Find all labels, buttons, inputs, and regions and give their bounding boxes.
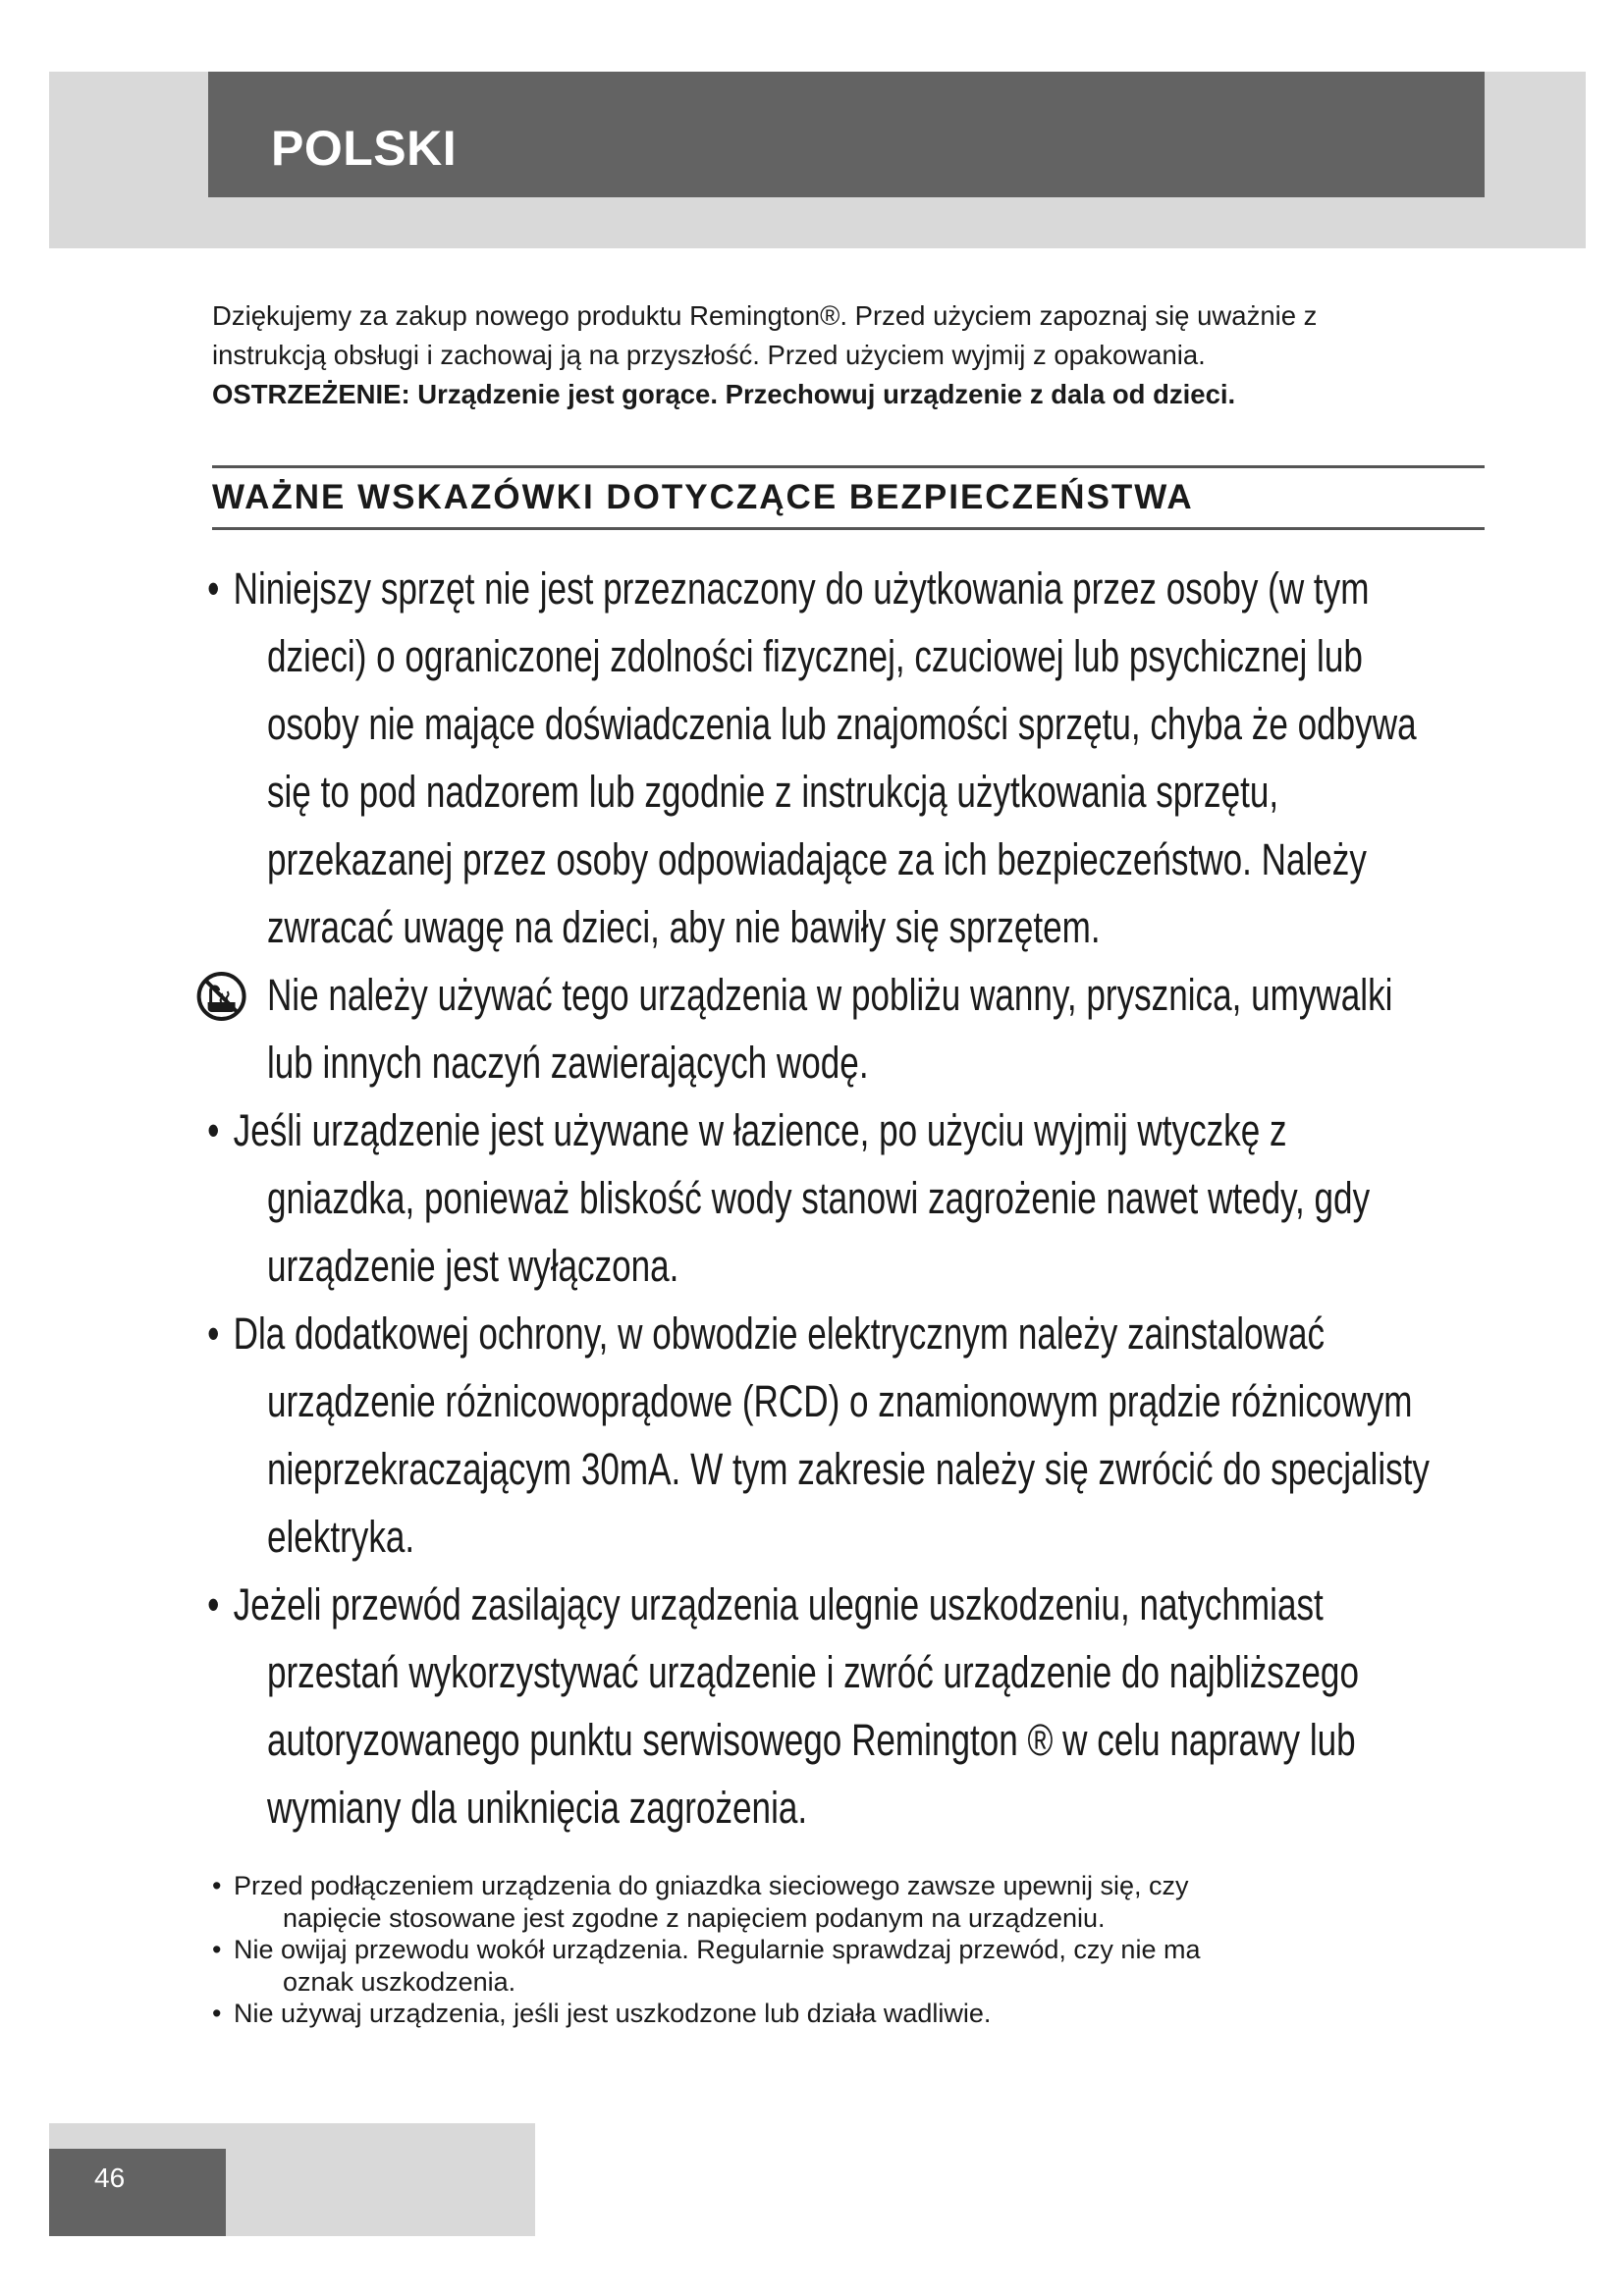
additional-item-line: Nie owijaj przewodu wokół urządzenia. Regularnie sprawdzaj przewód, czy nie ma <box>234 1935 1201 1964</box>
section-heading: WAŻNE WSKAZÓWKI DOTYCZĄCE BEZPIECZEŃSTWA <box>212 478 1194 516</box>
safety-item-line: się to pod nadzorem lub zgodnie z instrukcją użytkowania sprzętu, <box>266 767 1279 817</box>
safety-item-line: osoby nie mające doświadczenia lub znajomości sprzętu, chyba że odbywa <box>266 699 1417 749</box>
safety-item-line: autoryzowanego punktu serwisowego Remington ® w celu naprawy lub <box>266 1715 1356 1765</box>
bullet-marker: • <box>207 563 220 614</box>
bullet-marker: • <box>207 1308 220 1359</box>
page-title: POLSKI <box>271 121 458 176</box>
safety-item-line: przestań wykorzystywać urządzenie i zwróć urządzenie do najbliższego <box>266 1647 1359 1697</box>
warning-text: OSTRZEŻENIE: Urządzenie jest gorące. Przechowuj urządzenie z dala od dzieci. <box>212 379 1236 409</box>
safety-item-line: elektryka. <box>266 1512 415 1562</box>
safety-list-item <box>204 1571 1506 1842</box>
additional-item-line: oznak uszkodzenia. <box>283 1966 516 1997</box>
bullet-marker: • <box>212 1999 222 2028</box>
no-water-icon <box>195 970 248 1023</box>
safety-item-line: urządzenie różnicowoprądowe (RCD) o znamionowym prądzie różnicowym <box>266 1376 1413 1426</box>
safety-item-line: Jeśli urządzenie jest używane w łazience, po użyciu wyjmij wtyczkę z <box>233 1105 1287 1155</box>
additional-safety-item <box>210 1934 1506 1998</box>
safety-item-line: wymiany dla uniknięcia zagrożenia. <box>266 1783 808 1833</box>
safety-list-item <box>204 961 1506 1096</box>
page-number-box <box>49 2149 226 2236</box>
safety-item-line: Niniejszy sprzęt nie jest przeznaczony do użytkowania przez osoby (w tym <box>233 563 1370 614</box>
additional-safety-item <box>210 1870 1506 1934</box>
safety-item-line: lub innych naczyń zawierających wodę. <box>266 1038 869 1088</box>
bullet-marker: • <box>207 1579 220 1629</box>
safety-list-item <box>204 1300 1506 1571</box>
section-rule-top <box>212 465 1485 468</box>
bullet-marker: • <box>212 1935 222 1964</box>
safety-item-line: Dla dodatkowej ochrony, w obwodzie elektrycznym należy zainstalować <box>233 1308 1326 1359</box>
additional-safety-item <box>210 1998 1506 2030</box>
intro-line: Dziękujemy za zakup nowego produktu Remington®. Przed użyciem zapoznaj się uważnie z <box>212 300 1318 331</box>
safety-item-line: przekazanej przez osoby odpowiadające za ich bezpieczeństwo. Należy <box>266 834 1367 884</box>
intro-paragraph <box>212 296 1489 414</box>
section-rule-bottom <box>212 527 1485 530</box>
safety-item-line: zwracać uwagę na dzieci, aby nie bawiły się sprzętem. <box>266 902 1101 952</box>
additional-item-line: napięcie stosowane jest zgodne z napięciem podanym na urządzeniu. <box>283 1902 1106 1933</box>
safety-item-line: Jeżeli przewód zasilający urządzenia ulegnie uszkodzeniu, natychmiast <box>233 1579 1324 1629</box>
safety-list <box>204 555 1506 1842</box>
bullet-marker: • <box>207 1105 220 1155</box>
additional-safety-list <box>210 1870 1506 2030</box>
safety-item-line: gniazdka, ponieważ bliskość wody stanowi zagrożenie nawet wtedy, gdy <box>266 1173 1371 1223</box>
additional-item-line: Nie używaj urządzenia, jeśli jest uszkodzone lub działa wadliwie. <box>234 1999 992 2028</box>
safety-item-line: nieprzekraczającym 30mA. W tym zakresie należy się zwrócić do specjalisty <box>266 1444 1430 1494</box>
safety-list-item <box>204 1096 1506 1300</box>
bullet-marker: • <box>212 1871 222 1900</box>
safety-item-line: Nie należy używać tego urządzenia w pobliżu wanny, prysznica, umywalki <box>266 970 1393 1020</box>
safety-item-line: dzieci) o ograniczonej zdolności fizycznej, czuciowej lub psychicznej lub <box>266 631 1363 681</box>
page-number: 46 <box>94 2163 126 2193</box>
additional-item-line: Przed podłączeniem urządzenia do gniazdka sieciowego zawsze upewnij się, czy <box>234 1871 1189 1900</box>
safety-list-item <box>204 555 1506 961</box>
intro-line: instrukcją obsługi i zachowaj ją na przyszłość. Przed użyciem wyjmij z opakowania. <box>212 340 1206 370</box>
safety-item-line: urządzenie jest wyłączona. <box>266 1241 679 1291</box>
